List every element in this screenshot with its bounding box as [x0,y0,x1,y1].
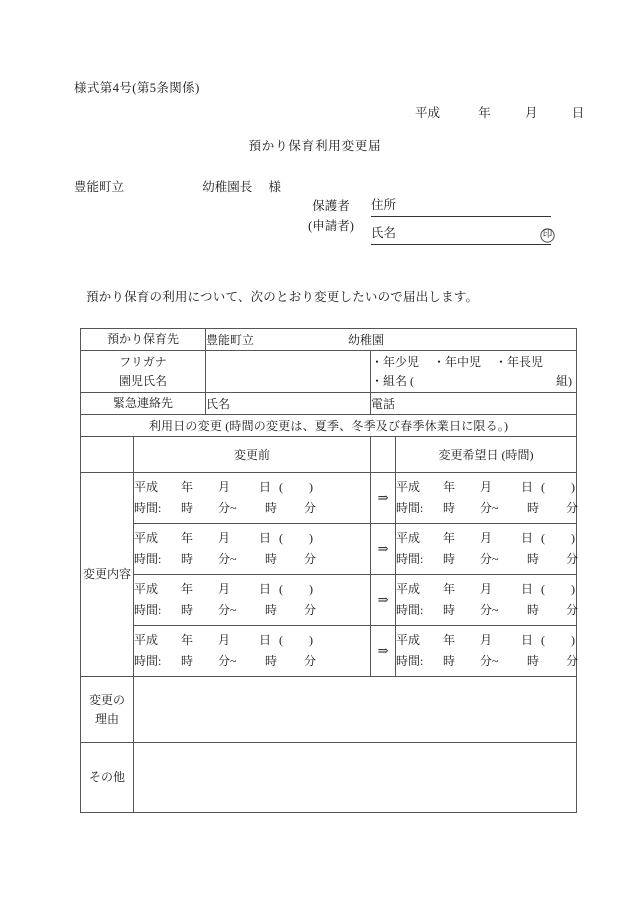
age-option-list [371,353,576,372]
paren-close: ) [309,633,313,647]
reason-label-line1: 変更の [88,692,125,707]
colhead-before: 変更前 [134,437,371,473]
year-unit: 年 [443,582,456,596]
guardian-name-input[interactable] [371,243,551,245]
hour-unit: 時 [181,501,194,515]
class-name-unit: 組) [556,373,573,388]
time-label: 時間: [134,603,162,617]
document-date-line [415,103,584,121]
paren-close: ) [571,633,576,647]
change-after-3[interactable] [396,575,577,626]
facility-label: 預かり保育先 [81,329,206,351]
end-hour-unit: 時 [265,654,278,668]
month-unit: 月 [218,633,231,647]
paren-open: ( [541,582,546,596]
date-month-unit: 月 [525,106,538,120]
minute-tilde: 分~ [218,552,237,566]
change-arrow-3: ⇒ [371,575,396,626]
class-name-line [371,372,576,391]
change-arrow-1: ⇒ [371,473,396,524]
day-unit: 日 [259,480,272,494]
change-before-4[interactable] [134,626,371,677]
paren-open: ( [279,633,283,647]
guardian-name-label: 氏名 [371,226,397,240]
minute-tilde: 分~ [480,654,499,668]
emergency-phone-label: 電話 [371,397,396,411]
guardian-label-line2: (申請者) [308,219,354,233]
emergency-name-label: 氏名 [206,397,231,411]
facility-value-cell[interactable] [206,329,577,351]
emergency-name-cell[interactable] [206,393,371,415]
era-label: 平成 [396,480,421,494]
month-unit: 月 [480,582,493,596]
end-minute-unit: 分 [566,654,579,668]
month-unit: 月 [218,480,231,494]
era-label: 平成 [396,531,421,545]
reason-input[interactable] [134,677,577,743]
end-minute-unit: 分 [304,654,317,668]
day-unit: 日 [521,531,534,545]
minute-tilde: 分~ [218,603,237,617]
month-unit: 月 [480,480,493,494]
age-option-nensho[interactable]: ・年少児 [371,354,420,369]
table-row-reason [81,677,577,743]
other-label: その他 [81,743,134,813]
year-unit: 年 [181,582,194,596]
year-unit: 年 [181,480,194,494]
other-input[interactable] [134,743,577,813]
hour-unit: 時 [443,654,456,668]
paren-close: ) [309,531,313,545]
change-arrow-4: ⇒ [371,626,396,677]
day-unit: 日 [259,582,272,596]
class-name-label: ・組名 ( [371,373,415,388]
table-row-emergency [81,393,577,415]
table-row-section-header [81,415,577,437]
time-label: 時間: [396,603,424,617]
paren-open: ( [279,582,283,596]
date-era: 平成 [415,106,441,120]
change-before-1[interactable] [134,473,371,524]
era-label: 平成 [134,633,159,647]
hour-unit: 時 [181,552,194,566]
end-hour-unit: 時 [265,603,278,617]
day-unit: 日 [521,480,534,494]
paren-open: ( [279,480,283,494]
change-content-label: 変更内容 [81,473,134,677]
table-row [81,473,577,524]
time-label: 時間: [134,654,162,668]
intro-sentence: 預かり保育の利用について、次のとおり変更したいので届出します。 [86,290,479,304]
time-label: 時間: [396,654,424,668]
addressee-municipality: 豊能町立 [74,180,125,194]
child-name-label-text: 園児氏名 [119,373,168,388]
time-label: 時間: [134,552,162,566]
change-before-2[interactable] [134,524,371,575]
emergency-label: 緊急連絡先 [81,393,206,415]
month-unit: 月 [218,531,231,545]
end-minute-unit: 分 [566,552,579,566]
addressee-office: 幼稚園長 [202,180,253,194]
year-unit: 年 [443,633,456,647]
hour-unit: 時 [443,552,456,566]
change-after-4[interactable] [396,626,577,677]
year-unit: 年 [443,531,456,545]
guardian-address-group [371,196,557,217]
change-arrow-2: ⇒ [371,524,396,575]
colhead-spacer-arrow [371,437,396,473]
end-minute-unit: 分 [304,501,317,515]
time-label: 時間: [396,501,424,515]
day-unit: 日 [259,633,272,647]
hour-unit: 時 [443,501,456,515]
minute-tilde: 分~ [218,654,237,668]
table-row [81,524,577,575]
paren-close: ) [309,582,313,596]
addressee-honorific: 様 [268,180,282,194]
application-table [80,328,577,813]
table-row [81,575,577,626]
child-name-input[interactable] [206,351,371,393]
era-label: 平成 [134,582,159,596]
date-day-unit: 日 [571,106,585,120]
change-after-2[interactable] [396,524,577,575]
year-unit: 年 [181,633,194,647]
end-hour-unit: 時 [527,654,540,668]
year-unit: 年 [181,531,194,545]
guardian-label [297,196,365,236]
end-hour-unit: 時 [265,552,278,566]
end-hour-unit: 時 [527,552,540,566]
seal-icon: 印 [540,228,554,242]
addressee-line [74,177,281,195]
day-unit: 日 [521,582,534,596]
era-label: 平成 [134,480,159,494]
day-unit: 日 [521,633,534,647]
table-row-column-headers [81,437,577,473]
hour-unit: 時 [443,603,456,617]
end-hour-unit: 時 [265,501,278,515]
day-unit: 日 [259,531,272,545]
time-label: 時間: [134,501,162,515]
paren-open: ( [541,531,546,545]
reason-label-line2: 理由 [94,711,119,726]
year-unit: 年 [443,480,456,494]
section-header-text: 利用日の変更 (時間の変更は、夏季、冬季及び春季休業日に限る。) [81,415,577,437]
age-option-nencho[interactable]: ・年長児 [495,354,544,369]
minute-tilde: 分~ [218,501,237,515]
paren-close: ) [571,480,576,494]
minute-tilde: 分~ [480,603,499,617]
era-label: 平成 [134,531,159,545]
colhead-spacer-left [81,437,134,473]
minute-tilde: 分~ [480,501,499,515]
month-unit: 月 [480,531,493,545]
hour-unit: 時 [181,603,194,617]
month-unit: 月 [218,582,231,596]
end-minute-unit: 分 [304,603,317,617]
guardian-block [297,196,557,245]
document-title: 預かり保育利用変更届 [248,139,382,153]
child-name-label [81,351,206,393]
age-option-nenchu[interactable]: ・年中児 [433,354,482,369]
end-minute-unit: 分 [304,552,317,566]
table-row-child [81,351,577,393]
guardian-label-line1: 保護者 [312,199,350,213]
end-minute-unit: 分 [566,603,579,617]
reason-label [81,677,134,743]
minute-tilde: 分~ [480,552,499,566]
era-label: 平成 [396,582,421,596]
paren-open: ( [541,480,546,494]
child-class-cell[interactable] [371,351,577,393]
emergency-phone-cell[interactable] [371,393,577,415]
guardian-address-label: 住所 [371,198,397,212]
paren-open: ( [541,633,546,647]
form-number: 様式第4号(第5条関係) [74,81,200,95]
paren-open: ( [279,531,283,545]
table-row-other [81,743,577,813]
paren-close: ) [571,531,576,545]
end-hour-unit: 時 [527,603,540,617]
end-minute-unit: 分 [566,501,579,515]
hour-unit: 時 [181,654,194,668]
table-row-facility [81,329,577,351]
facility-municipality: 豊能町立 [206,333,255,347]
change-after-1[interactable] [396,473,577,524]
child-furigana-label: フリガナ [119,354,167,369]
guardian-name-group [371,224,557,245]
date-year-unit: 年 [478,106,491,120]
era-label: 平成 [396,633,421,647]
paren-close: ) [571,582,576,596]
end-hour-unit: 時 [527,501,540,515]
change-before-3[interactable] [134,575,371,626]
time-label: 時間: [396,552,424,566]
guardian-address-input[interactable] [371,215,551,217]
facility-kindergarten: 幼稚園 [348,333,385,347]
table-row [81,626,577,677]
month-unit: 月 [480,633,493,647]
colhead-after: 変更希望日 (時間) [396,437,577,473]
paren-close: ) [309,480,313,494]
